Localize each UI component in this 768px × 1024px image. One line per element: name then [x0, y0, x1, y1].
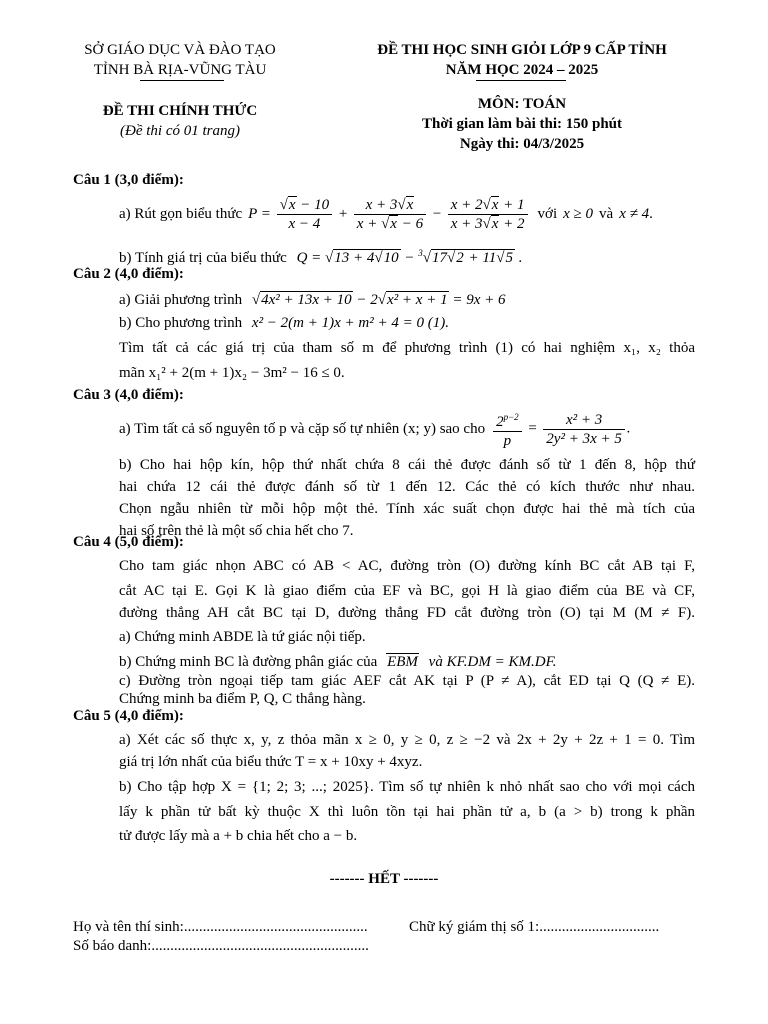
q5-b-line3: tử được lấy mà a + b chia hết cho a − b.	[119, 828, 358, 844]
q4-a: a) Chứng minh ABDE là tứ giác nội tiếp.	[119, 629, 366, 645]
q1-b-expr: Q = √13 + 4√10 − $^3$√17√2 + 11√5 .	[296, 248, 523, 266]
official-label: ĐỀ THI CHÍNH THỨC	[102, 103, 258, 119]
q2-b-prefix: b) Cho phương trình	[119, 315, 243, 331]
q3-b-line4: hai số trên thẻ là một số chia hết cho 7.	[119, 523, 354, 539]
q5-b-line2: lấy k phần tử bất kỳ thuộc X thì luôn tồn tại hai phần tử a, b (a > b) trong k phần	[119, 804, 695, 820]
pages-note: (Đề thi có 01 trang)	[120, 123, 240, 139]
q1-b	[119, 242, 522, 269]
q3-a-eq: $\frac{2^{p-2}}{p}$ = $\frac{\text{x² + 3}}{\text{2y² + 3x + 5}}$ .	[491, 408, 631, 450]
issuer-dept: SỞ GIÁO DỤC VÀ ĐÀO TẠO	[84, 42, 276, 58]
q1-a-expr: P = $\frac{√x - 10}{x - 4}$ + $\frac{x + 3√x}{x + √x - 6}$ − $\frac{x + 2√x + 1}{x + 3√x + 2}$	[248, 196, 529, 233]
q4-line3: đường thẳng AH cắt BC tại D, đường thẳng FD cắt đường tròn (O) tại M (M ≠ F).	[119, 605, 695, 621]
q3-b-line2: hai chứa 12 cái thẻ được đánh số từ 1 đến 12. Các thẻ có kích thước như nhau.	[119, 479, 695, 495]
q5-a-line2: giá trị lớn nhất của biểu thức T = x + 10xy + 4xyz.	[119, 754, 423, 770]
q3-a	[119, 408, 631, 450]
q2-c-line1: Tìm tất cả các giá trị của tham số m để phương trình (1) có hai nghiệm x₁, x₂ thỏa	[119, 340, 695, 356]
q5-a-line1: a) Xét các số thực x, y, z thỏa mãn x ≥ 0, y ≥ 0, z ≥ −2 và 2x + 2y + 2z + 1 = 0. Tìm	[119, 732, 695, 748]
q4-c-line1: c) Đường tròn ngoại tiếp tam giác AEF cắt AK tại P (P ≠ A), cắt ED tại Q (Q ≠ E).	[119, 673, 695, 689]
q3-a-prefix: a) Tìm tất cả số nguyên tố p và cặp số tự nhiên (x; y) sao cho	[119, 421, 486, 437]
q2-a-eq: √4x² + 13x + 10 − 2√x² + x + 1 = 9x + 6	[251, 292, 506, 308]
issuer-underline	[140, 80, 224, 81]
q1-a-cond1: x ≥ 0	[563, 206, 594, 222]
q1-a-prefix: a) Rút gọn biểu thức	[119, 206, 243, 222]
q3-b-line3: Chọn ngẫu nhiên từ mỗi hộp một thẻ. Tính xác suất chọn được hai thẻ mà tích của	[119, 501, 695, 517]
official-block	[60, 101, 300, 141]
q1-title: Câu 1 (3,0 điểm):	[73, 172, 184, 188]
q1-a-cond2: x ≠ 4	[619, 206, 650, 222]
exam-title-block	[322, 40, 722, 80]
proctor-signature-field: Chữ ký giám thị số 1:................................	[409, 919, 660, 935]
q1-b-prefix: b) Tính giá trị của biểu thức	[119, 250, 287, 266]
q2-a	[119, 289, 506, 311]
q5-title: Câu 5 (4,0 điểm):	[73, 708, 184, 724]
q4-b-angle: EBM	[387, 654, 418, 670]
issuer-province: TỈNH BÀ RỊA-VŨNG TÀU	[93, 62, 267, 78]
q3-b-line1: b) Cho hai hộp kín, hộp thứ nhất chứa 8 cái thẻ được đánh số từ 1 đến 8, hộp thứ	[119, 457, 695, 473]
q2-b-eq: x² − 2(m + 1)x + m² + 4 = 0 (1).	[251, 315, 449, 331]
duration: Thời gian làm bài thi: 150 phút	[421, 116, 623, 132]
q4-line1: Cho tam giác nhọn ABC có AB < AC, đường tròn (O) đường kính BC cắt AB tại F,	[119, 558, 695, 574]
end-marker: ------- HẾT -------	[329, 871, 439, 887]
subject: MÔN: TOÁN	[477, 96, 567, 112]
q3-title: Câu 3 (4,0 điểm):	[73, 387, 184, 403]
title-underline	[476, 80, 566, 81]
school-year: NĂM HỌC 2024 – 2025	[445, 62, 599, 78]
q2-b	[119, 312, 449, 334]
q1-a-and: và	[599, 206, 614, 222]
subject-block	[322, 94, 722, 154]
q2-c-line2: mãn x₁² + 2(m + 1)x₂ − 3m² − 16 ≤ 0.	[119, 365, 345, 381]
q4-c-line2: Chứng minh ba điểm P, Q, C thẳng hàng.	[119, 691, 366, 707]
candidate-id-field: Số báo danh:..........................................................	[73, 938, 369, 954]
q4-b-suffix: và KF.DM = KM.DF.	[428, 654, 557, 670]
exam-title: ĐỀ THI HỌC SINH GIỎI LỚP 9 CẤP TỈNH	[377, 42, 667, 58]
issuer-block	[60, 40, 300, 80]
candidate-name-field: Họ và tên thí sinh:.................................................	[73, 919, 368, 935]
q2-a-prefix: a) Giải phương trình	[119, 292, 243, 308]
q4-title: Câu 4 (5,0 điểm):	[73, 534, 184, 550]
q4-line2: cắt AC tại E. Gọi K là giao điểm của EF và BC, gọi H là giao điểm của BE và CF,	[119, 583, 695, 599]
q1-a-with: với	[537, 206, 558, 222]
q5-b-line1: b) Cho tập hợp X = {1; 2; 3; ...; 2025}. Tìm số tự nhiên k nhỏ nhất sao cho với mọi cách	[119, 779, 695, 795]
q4-b-prefix: b) Chứng minh BC là đường phân giác của	[119, 654, 378, 670]
q1-a: a) Rút gọn biểu thức P = $\frac{√x - 10}{x - 4}$ + $\frac{x + 3√x}{x + √x - 6}$ − $\frac{x + 2√x + 1}{x + 3√x + 2}$ với x ≥ 0 và x ≠ 4 .	[119, 196, 653, 232]
exam-date: Ngày thi: 04/3/2025	[459, 136, 585, 152]
q2-title: Câu 2 (4,0 điểm):	[73, 266, 184, 282]
